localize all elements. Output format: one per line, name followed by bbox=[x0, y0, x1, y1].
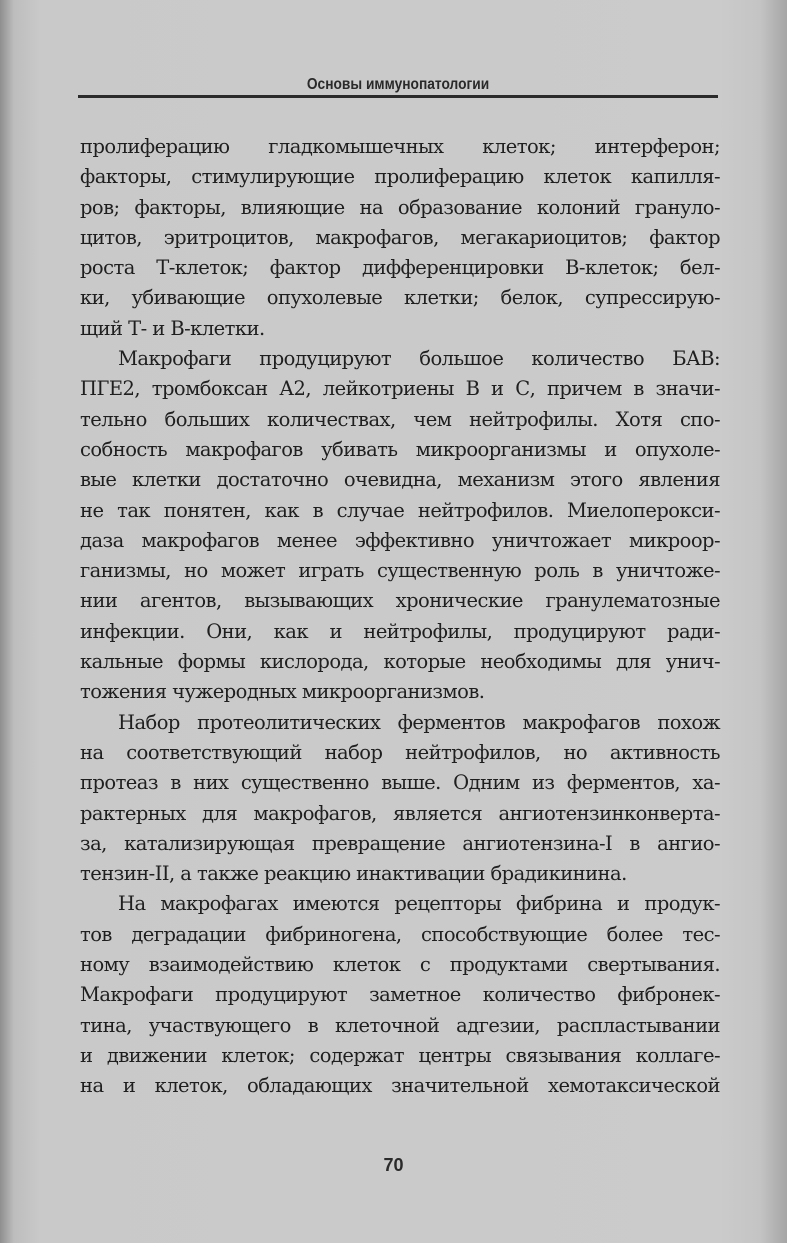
text-line: не так понятен, как в случае нейтрофилов. Миелоперокси- bbox=[80, 498, 720, 522]
text-line: роста Т-клеток; фактор дифференцировки В-клеток; бел- bbox=[80, 256, 720, 280]
text-line: ному взаимодействию клеток с продуктами свертывания. bbox=[80, 953, 720, 977]
text-line: тина, участвующего в клеточной адгезии, распластывании bbox=[80, 1013, 720, 1037]
text-line: за, катализирующая превращение ангиотензина-I в ангио- bbox=[80, 831, 720, 855]
text-line: на и клеток, обладающих значительной хемотаксической bbox=[80, 1074, 720, 1098]
running-header bbox=[78, 70, 718, 100]
paragraph-1 bbox=[80, 132, 720, 344]
text-line: рактерных для макрофагов, является ангиотензинконверта- bbox=[80, 801, 720, 825]
text-line: На макрофагах имеются рецепторы фибрина и продук- bbox=[118, 892, 720, 916]
text-line: на соответствующий набор нейтрофилов, но активность bbox=[80, 740, 720, 764]
text-line: ПГЕ2, тромбоксан А2, лейкотриены В и С, причем в значи- bbox=[80, 377, 720, 401]
text-line: и движении клеток; содержат центры связывания коллаге- bbox=[80, 1043, 720, 1067]
text-line: протеаз в них существенно выше. Одним из ферментов, ха- bbox=[80, 771, 720, 795]
text-line: Макрофаги продуцируют большое количество БАВ: bbox=[118, 347, 720, 371]
paragraph-2 bbox=[80, 344, 720, 708]
text-line: ров; факторы, влияющие на образование колоний грануло- bbox=[80, 195, 720, 219]
page-number: 70 bbox=[383, 1155, 404, 1175]
running-header-title: Основы иммунопатологии bbox=[306, 76, 490, 93]
text-line: щий Т- и В-клетки. bbox=[80, 316, 265, 340]
text-line: собность макрофагов убивать микроорганизмы и опухоле- bbox=[80, 437, 720, 461]
text-line: Макрофаги продуцируют заметное количество фибронек- bbox=[80, 983, 720, 1007]
text-line: Набор протеолитических ферментов макрофагов похож bbox=[118, 710, 720, 734]
paragraph-3 bbox=[80, 708, 720, 890]
paragraph-4 bbox=[80, 889, 720, 1101]
text-line: ки, убивающие опухолевые клетки; белок, супрессирую- bbox=[80, 286, 720, 310]
text-line: цитов, эритроцитов, макрофагов, мегакариоцитов; фактор bbox=[80, 225, 720, 249]
header-rule bbox=[78, 95, 718, 98]
text-line: пролиферацию гладкомышечных клеток; интерферон; bbox=[80, 135, 720, 158]
text-line: факторы, стимулирующие пролиферацию клеток капилля- bbox=[80, 165, 720, 189]
text-line: нии агентов, вызывающих хронические гранулематозные bbox=[80, 589, 720, 613]
text-line: тельно больших количествах, чем нейтрофилы. Хотя спо- bbox=[80, 407, 720, 431]
text-line: инфекции. Они, как и нейтрофилы, продуцируют ради- bbox=[80, 619, 720, 643]
text-line: вые клетки достаточно очевидна, механизм этого явления bbox=[80, 468, 720, 492]
text-line: тожения чужеродных микроорганизмов. bbox=[80, 680, 485, 704]
text-line: ганизмы, но может играть существенную роль в уничтоже- bbox=[80, 559, 720, 583]
body-text bbox=[80, 132, 720, 1102]
text-line: даза макрофагов менее эффективно уничтожает микроор- bbox=[80, 528, 720, 552]
text-line: кальные формы кислорода, которые необходимы для унич- bbox=[80, 650, 720, 674]
text-line: тов деградации фибриногена, способствующие более тес- bbox=[80, 922, 720, 946]
text-line: тензин-II, а также реакцию инактивации брадикинина. bbox=[80, 862, 627, 886]
